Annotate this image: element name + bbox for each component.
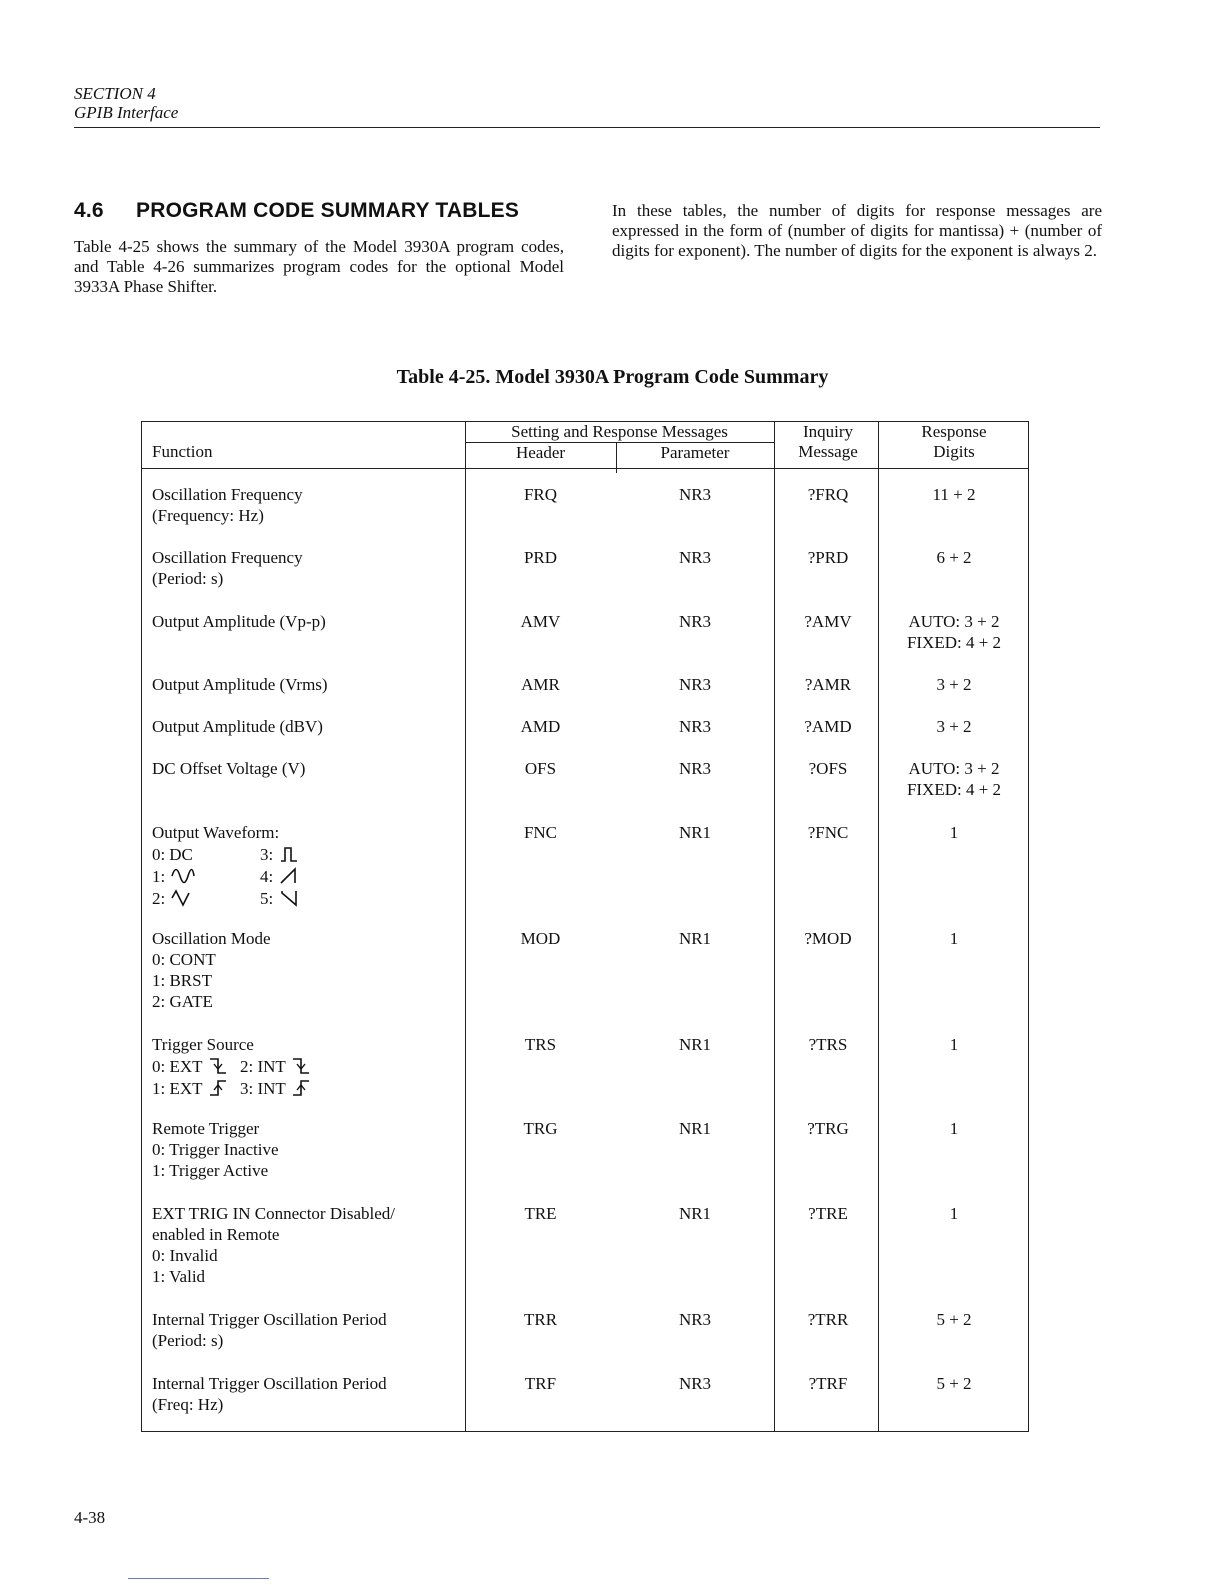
- section-number: 4.6: [74, 199, 104, 222]
- function-text: Oscillation Frequency: [152, 485, 303, 504]
- function-text: Output Amplitude (Vrms): [152, 675, 328, 694]
- response-digits: [880, 674, 1028, 695]
- table-row: [152, 611, 472, 632]
- function-text: 0: Invalid: [152, 1246, 218, 1265]
- parameter-value: NR3: [678, 1374, 712, 1393]
- inquiry-code: ?PRD: [807, 548, 849, 567]
- table-row: [152, 758, 472, 779]
- response-digits: [880, 611, 1028, 653]
- waveform-option: [260, 887, 299, 909]
- parameter-value: NR1: [678, 929, 712, 948]
- trigger-option: [152, 1077, 227, 1099]
- function-text: 2: GATE: [152, 992, 213, 1011]
- rising-edge-icon: [209, 1079, 227, 1097]
- response-text: FIXED: 4 + 2: [906, 780, 1002, 799]
- header-code: TRS: [524, 1035, 557, 1054]
- header-parameter: Parameter: [660, 443, 730, 462]
- response-text: 1: [949, 823, 959, 842]
- response-text: 3 + 2: [936, 717, 972, 736]
- running-head: [74, 84, 178, 122]
- header-code: FNC: [523, 823, 558, 842]
- function-text: Internal Trigger Oscillation Period: [152, 1374, 387, 1393]
- inquiry-code: ?OFS: [808, 759, 848, 778]
- sine-wave-icon: [171, 867, 195, 885]
- function-text: Output Waveform:: [152, 823, 280, 842]
- trigger-source-grid: [152, 1055, 412, 1099]
- waveform-option: [260, 865, 299, 887]
- table-row: [152, 1118, 472, 1181]
- table-row: [152, 1203, 472, 1287]
- response-text: 11 + 2: [932, 485, 976, 504]
- response-text: AUTO: 3 + 2: [908, 612, 1000, 631]
- intro-paragraph-right: In these tables, the number of digits for response messages are expressed in the form of (number of digits for mantissa) + (number of digits for exponent). The number of digits for the exponent is always 2.: [612, 201, 1102, 260]
- section-subtitle: GPIB Interface: [74, 103, 179, 122]
- table-row: [152, 928, 472, 1012]
- header-rule: [142, 468, 1028, 469]
- response-text: 5 + 2: [936, 1310, 972, 1329]
- header-inquiry: [776, 422, 880, 462]
- waveform-code: 0:: [152, 844, 166, 864]
- falling-edge-icon: [209, 1057, 227, 1075]
- parameter-value: NR3: [678, 612, 712, 631]
- parameter-value: NR3: [678, 717, 712, 736]
- response-text: 5 + 2: [936, 1374, 972, 1393]
- parameter-value: NR1: [678, 823, 712, 842]
- response-digits: [880, 1118, 1028, 1139]
- response-digits: [880, 1203, 1028, 1224]
- section-heading: [74, 199, 519, 223]
- intro-paragraph-left: Table 4-25 shows the summary of the Model 3930A program codes, and Table 4-26 summarizes program codes for the optional Model 3933A Phase Shifter.: [74, 237, 564, 296]
- response-digits: [880, 1034, 1028, 1055]
- waveform-code: 4:: [260, 866, 274, 886]
- waveform-option: [260, 843, 299, 865]
- trigger-option: [240, 1055, 310, 1077]
- header-code: AMR: [521, 675, 560, 694]
- inquiry-code: ?TRR: [807, 1310, 849, 1329]
- response-digits: [880, 484, 1028, 505]
- parameter-value: NR3: [678, 485, 712, 504]
- function-text: EXT TRIG IN Connector Disabled/: [152, 1204, 395, 1223]
- function-text: (Period: s): [152, 1331, 224, 1350]
- response-text: AUTO: 3 + 2: [908, 759, 1000, 778]
- parameter-value: NR3: [678, 548, 712, 567]
- response-digits: [880, 1373, 1028, 1394]
- waveform-option: [152, 843, 193, 865]
- header-code: FRQ: [523, 485, 558, 504]
- parameter-value: NR1: [678, 1035, 712, 1054]
- function-text: 0: Trigger Inactive: [152, 1140, 279, 1159]
- page-number: 4-38: [74, 1508, 106, 1527]
- table-row: [152, 716, 472, 737]
- function-text: Remote Trigger: [152, 1119, 260, 1138]
- trigger-code: 2: INT: [240, 1056, 286, 1076]
- inquiry-code: ?FNC: [807, 823, 849, 842]
- response-text: 3 + 2: [936, 675, 972, 694]
- inquiry-code: ?TRS: [808, 1035, 848, 1054]
- table-title: Table 4-25. Model 3930A Program Code Summary: [396, 366, 829, 388]
- function-text: 1: BRST: [152, 971, 212, 990]
- header-code: OFS: [524, 759, 557, 778]
- table-row: [152, 674, 472, 695]
- response-digits: [880, 758, 1028, 800]
- response-text: 6 + 2: [936, 548, 972, 567]
- section-label: SECTION 4: [74, 84, 156, 103]
- parameter-value: NR3: [678, 675, 712, 694]
- inquiry-code: ?TRF: [808, 1374, 848, 1393]
- waveform-option: [152, 865, 195, 887]
- waveform-label: DC: [169, 844, 193, 864]
- function-text: enabled in Remote: [152, 1225, 280, 1244]
- response-text: 1: [949, 1035, 959, 1054]
- function-text: 1: Valid: [152, 1267, 206, 1286]
- function-text: (Period: s): [152, 569, 224, 588]
- header-inquiry-line: Inquiry: [802, 422, 854, 441]
- waveform-grid: [152, 843, 392, 909]
- header-code: AMV: [520, 612, 561, 631]
- function-text: 0: CONT: [152, 950, 216, 969]
- table-row: [152, 822, 472, 909]
- header-code: TRR: [523, 1310, 558, 1329]
- header-code: AMD: [520, 717, 561, 736]
- header-code: PRD: [523, 548, 558, 567]
- response-text: 1: [949, 1119, 959, 1138]
- header-response-line: Response: [921, 422, 987, 441]
- header-code: MOD: [520, 929, 561, 948]
- column-divider: [878, 422, 879, 1431]
- trigger-option: [152, 1055, 227, 1077]
- waveform-code: 1:: [152, 866, 166, 886]
- inquiry-code: ?MOD: [804, 929, 852, 948]
- parameter-value: NR1: [678, 1119, 712, 1138]
- header-code: TRE: [524, 1204, 557, 1223]
- response-digits: [880, 822, 1028, 843]
- parameter-value: NR3: [678, 1310, 712, 1329]
- function-text: (Frequency: Hz): [152, 506, 264, 525]
- header-header: Header: [515, 443, 566, 462]
- response-digits: [880, 716, 1028, 737]
- inquiry-code: ?AMV: [804, 612, 852, 631]
- response-text: 1: [949, 1204, 959, 1223]
- section-title: PROGRAM CODE SUMMARY TABLES: [136, 199, 520, 222]
- function-text: Output Amplitude (dBV): [152, 717, 323, 736]
- parameter-value: NR1: [678, 1204, 712, 1223]
- waveform-code: 2:: [152, 888, 166, 908]
- response-digits: [880, 1309, 1028, 1330]
- header-code: TRF: [524, 1374, 557, 1393]
- parameter-value: NR3: [678, 759, 712, 778]
- response-text: 1: [949, 929, 959, 948]
- square-wave-icon: [279, 845, 299, 863]
- inquiry-code: ?AMD: [804, 717, 852, 736]
- header-response: [880, 422, 1028, 462]
- waveform-option: [152, 887, 191, 909]
- function-text: DC Offset Voltage (V): [152, 759, 306, 778]
- function-text: Oscillation Frequency: [152, 548, 303, 567]
- waveform-code: 5:: [260, 888, 274, 908]
- function-text: 1: Trigger Active: [152, 1161, 269, 1180]
- program-code-table: [141, 421, 1029, 1432]
- response-digits: [880, 928, 1028, 949]
- table-row: [152, 1373, 472, 1415]
- response-text: FIXED: 4 + 2: [906, 633, 1002, 652]
- inquiry-code: ?FRQ: [807, 485, 849, 504]
- function-text: Output Amplitude (Vp-p): [152, 612, 326, 631]
- rising-edge-icon: [292, 1079, 310, 1097]
- table-row: [152, 484, 472, 526]
- header-function: Function: [152, 442, 213, 461]
- header-code: TRG: [523, 1119, 558, 1138]
- table-row: [152, 1309, 472, 1351]
- header-inquiry-line: Message: [798, 442, 858, 461]
- table-row: [152, 547, 472, 589]
- ramp-up-icon: [279, 867, 299, 885]
- function-text: Internal Trigger Oscillation Period: [152, 1310, 387, 1329]
- waveform-code: 3:: [260, 844, 274, 864]
- inquiry-code: ?TRG: [807, 1119, 849, 1138]
- trigger-code: 0: EXT: [152, 1056, 203, 1076]
- trigger-option: [240, 1077, 310, 1099]
- ramp-down-icon: [279, 889, 299, 907]
- header-rule: [74, 127, 1100, 128]
- trigger-code: 3: INT: [240, 1078, 286, 1098]
- triangle-wave-icon: [171, 889, 191, 907]
- footer-link-line: [128, 1578, 269, 1579]
- function-text: (Freq: Hz): [152, 1395, 224, 1414]
- column-divider: [774, 422, 775, 1431]
- response-digits: [880, 547, 1028, 568]
- falling-edge-icon: [292, 1057, 310, 1075]
- inquiry-code: ?AMR: [804, 675, 852, 694]
- function-text: Trigger Source: [152, 1035, 254, 1054]
- header-setting-group: Setting and Response Messages: [511, 422, 728, 441]
- inquiry-code: ?TRE: [808, 1204, 848, 1223]
- header-response-line: Digits: [933, 442, 975, 461]
- table-row: [152, 1034, 472, 1099]
- trigger-code: 1: EXT: [152, 1078, 203, 1098]
- function-text: Oscillation Mode: [152, 929, 271, 948]
